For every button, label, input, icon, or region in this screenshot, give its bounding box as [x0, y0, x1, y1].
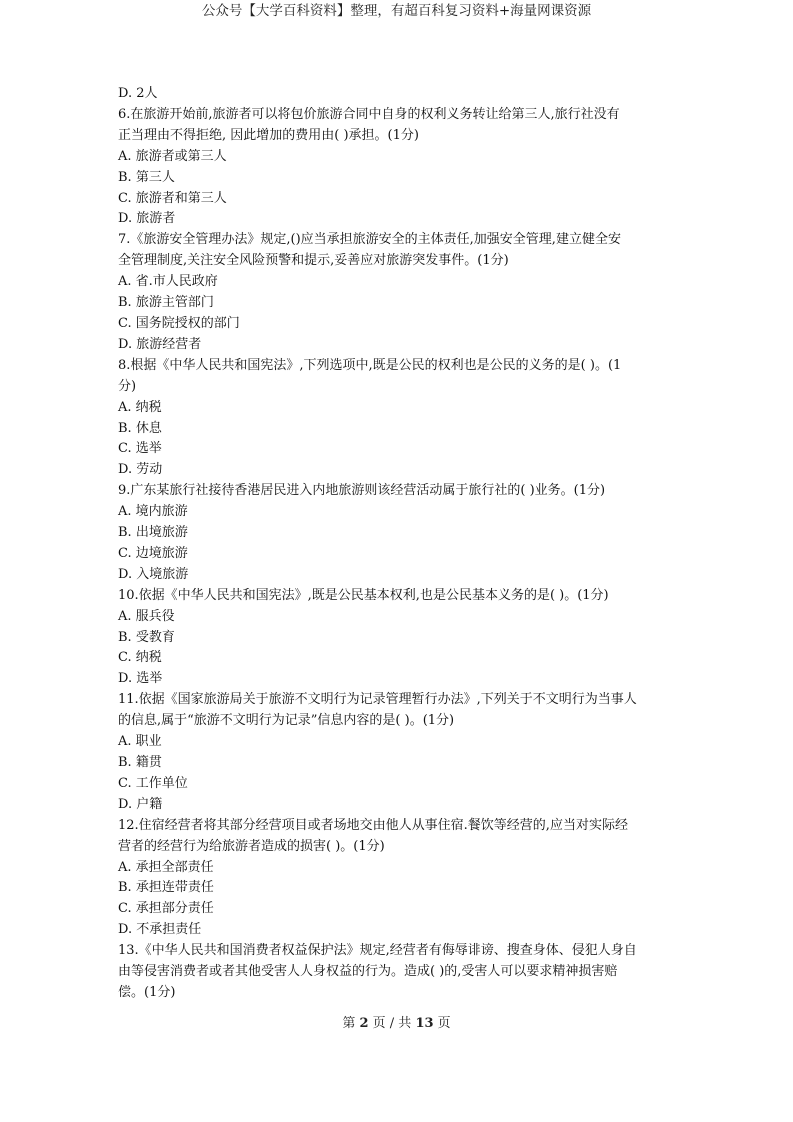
answer-option: B. 休息 [118, 420, 162, 436]
answer-option: A. 旅游者或第三人 [118, 148, 227, 164]
answer-option: D. 旅游者 [118, 211, 176, 227]
answer-option: B. 旅游主管部门 [118, 295, 214, 311]
question-text-line: 偿。(1分) [118, 984, 176, 1000]
answer-option: D. 选举 [118, 671, 163, 687]
answer-option: D. 户籍 [118, 796, 163, 812]
question-text-line: 营者的经营行为给旅游者造成的损害( )。(1分) [118, 838, 385, 854]
answer-option: A. 纳税 [118, 399, 162, 415]
question-text-line: 6.在旅游开始前,旅游者可以将包价旅游合同中自身的权利义务转让给第三人,旅行社没有 [118, 106, 620, 122]
answer-option: D. 旅游经营者 [118, 336, 202, 352]
answer-option: A. 省.市人民政府 [118, 274, 218, 290]
answer-option: C. 纳税 [118, 650, 162, 666]
answer-option: C. 国务院授权的部门 [118, 315, 240, 331]
question-text-line: 的信息,属于“旅游不文明行为记录”信息内容的是( )。(1分) [118, 713, 455, 729]
question-text-line: 由等侵害消费者或者其他受害人人身权益的行为。造成( )的,受害人可以要求精神损害赔 [118, 964, 618, 980]
page-footer [0, 1014, 793, 1034]
answer-option: A. 承担全部责任 [118, 859, 214, 875]
answer-option: B. 籍贯 [118, 755, 162, 770]
answer-option: C. 选举 [118, 441, 162, 457]
answer-option: C. 承担部分责任 [118, 901, 214, 917]
answer-option: C. 边境旅游 [118, 545, 188, 561]
footer-prefix: 第 [342, 1016, 360, 1031]
question-text-line: 9.广东某旅行社接待香港居民进入内地旅游则该经营活动属于旅行社的( )业务。(1分) [118, 483, 606, 499]
question-text-line: 7.《旅游安全管理办法》规定,()应当承担旅游安全的主体责任,加强安全管理,建立健全安 [118, 232, 621, 248]
question-text-line: 13.《中华人民共和国消费者权益保护法》规定,经营者有侮辱诽谤、搜查身体、侵犯人身自 [118, 943, 637, 959]
footer-page-number: 2 [359, 1016, 369, 1031]
answer-option: B. 出境旅游 [118, 525, 188, 541]
question-text-line: 全管理制度,关注安全风险预警和提示,妥善应对旅游突发事件。(1分) [118, 253, 509, 269]
answer-option: C. 工作单位 [118, 775, 188, 791]
answer-option: D. 入境旅游 [118, 566, 189, 582]
footer-middle: 页 / 共 [368, 1016, 416, 1031]
answer-option: A. 职业 [118, 734, 162, 750]
answer-option: B. 第三人 [118, 169, 175, 185]
answer-option: C. 旅游者和第三人 [118, 190, 227, 206]
answer-option: D. 不承担责任 [118, 922, 202, 938]
answer-option: D. 2人 [118, 86, 158, 101]
question-text-line: 分) [118, 378, 137, 394]
question-text-line: 正当理由不得拒绝, 因此增加的费用由( )承担。(1分) [118, 127, 419, 143]
answer-option: A. 境内旅游 [118, 504, 188, 520]
question-text-line: 11.依据《国家旅游局关于旅游不文明行为记录管理暂行办法》,下列关于不文明行为当事人 [118, 692, 637, 708]
answer-option: B. 受教育 [118, 629, 175, 645]
footer-suffix: 页 [433, 1016, 451, 1031]
document-body [118, 84, 678, 1004]
footer-total-pages: 13 [415, 1016, 434, 1031]
question-text-line: 12.住宿经营者将其部分经营项目或者场地交由他人从事住宿.餐饮等经营的,应当对实际经 [118, 817, 628, 833]
answer-option: D. 劳动 [118, 462, 163, 478]
page-header: 公众号【大学百科资料】整理，有超百科复习资料+海量网课资源 [201, 3, 592, 19]
question-text-line: 8.根据《中华人民共和国宪法》,下列选项中,既是公民的权利也是公民的义务的是( )。(1 [118, 357, 622, 373]
answer-option: A. 服兵役 [118, 608, 175, 624]
answer-option: B. 承担连带责任 [118, 880, 214, 896]
question-text-line: 10.依据《中华人民共和国宪法》,既是公民基本权利,也是公民基本义务的是( )。(1分) [118, 587, 609, 603]
